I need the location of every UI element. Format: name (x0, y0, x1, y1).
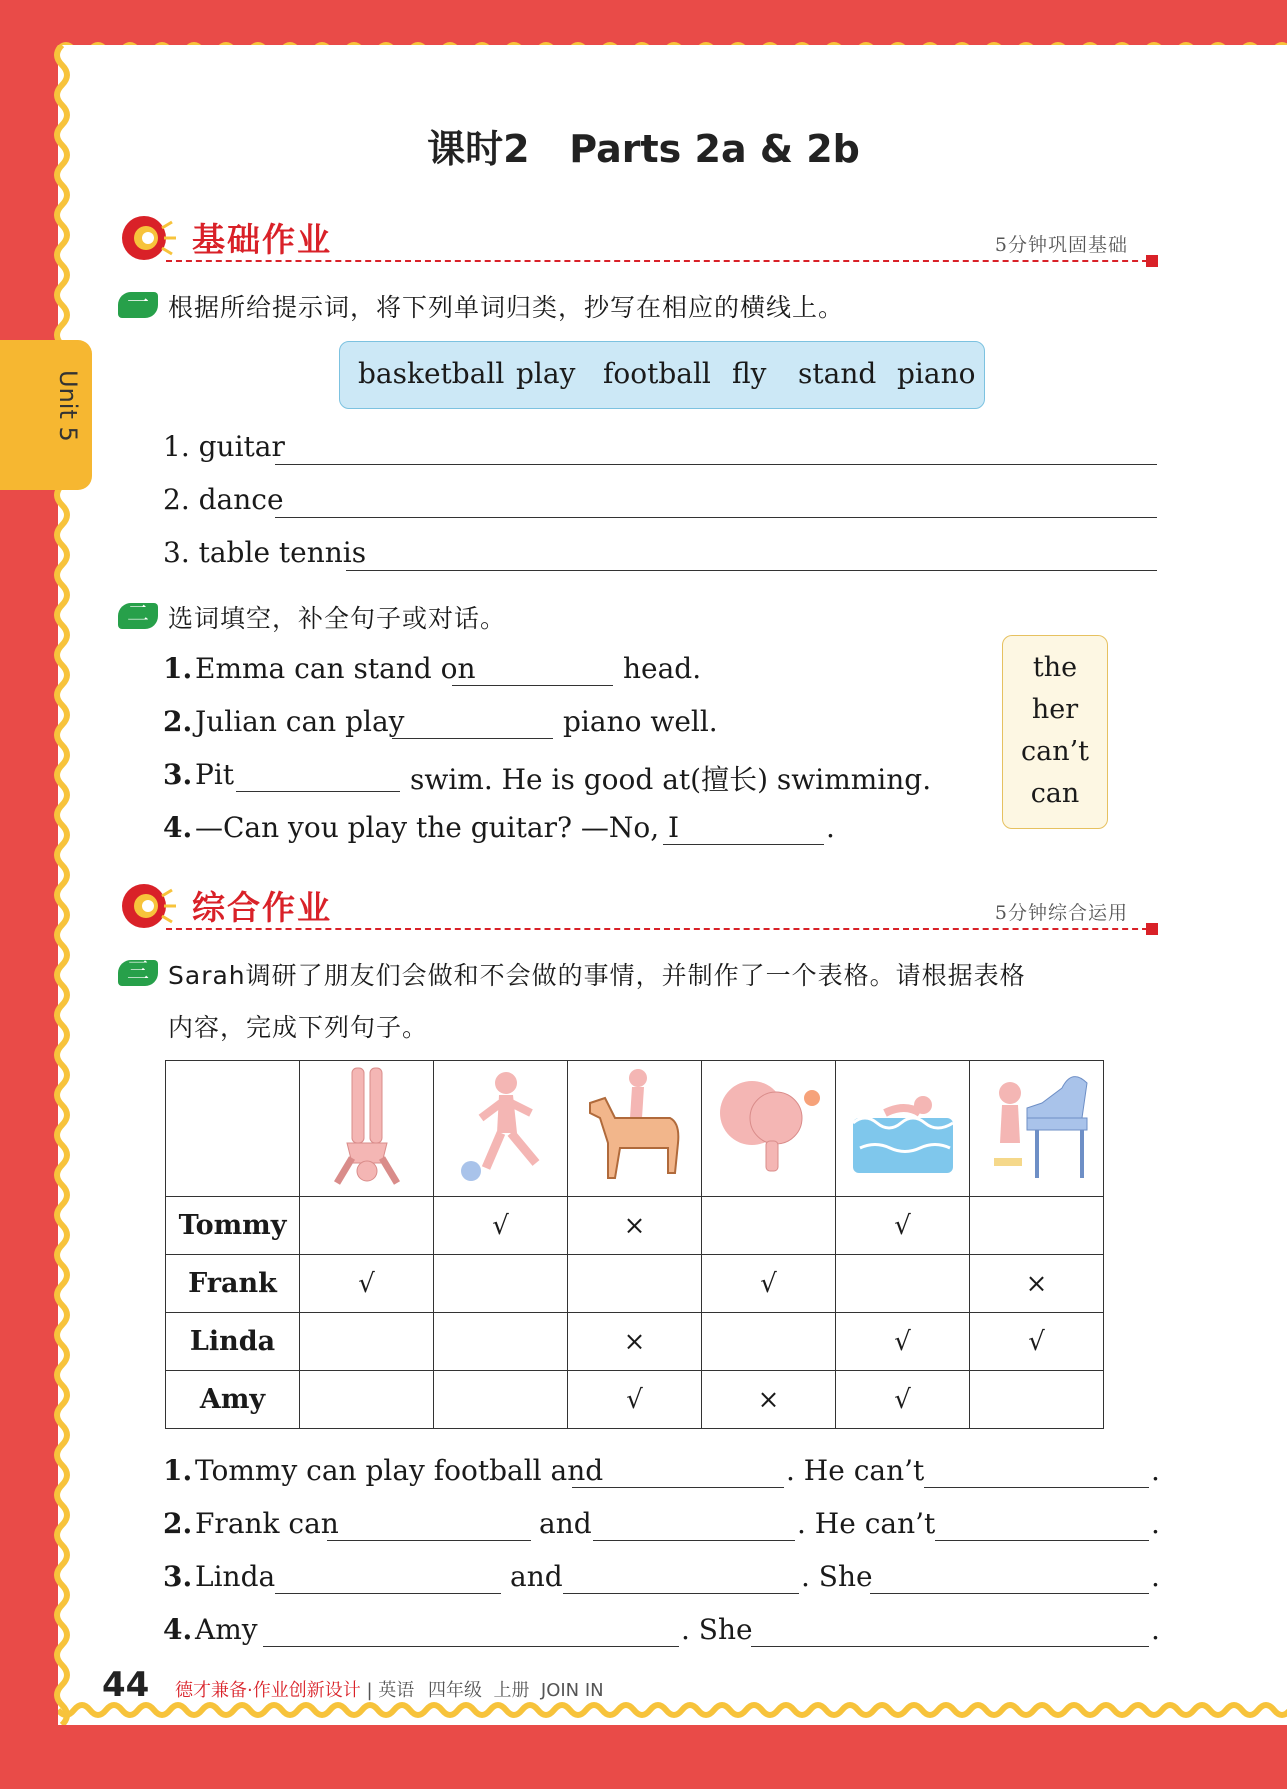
unit-tab-label: Unit 5 (54, 370, 82, 442)
sentence-text: . (826, 811, 835, 844)
mark-cell: √ (434, 1197, 568, 1255)
category-label: 1. guitar (163, 430, 285, 463)
item-number: 2. (163, 705, 193, 738)
divider-end-mark (1146, 255, 1158, 267)
answer-blank[interactable] (327, 1540, 531, 1541)
item-number: 4. (163, 811, 193, 844)
page-number: 44 (102, 1665, 150, 1705)
category-label: 2. dance (163, 483, 284, 516)
activity-cell (702, 1061, 836, 1197)
sentence-text: Pit (195, 758, 235, 791)
section-divider (166, 260, 1158, 262)
item-number: 3. (163, 758, 193, 791)
sentence-text: Emma can stand on (195, 652, 476, 685)
answer-blank[interactable] (346, 570, 1157, 571)
mark-cell (434, 1255, 568, 1313)
item-number: 2. (163, 1507, 193, 1540)
item-number: 3. (163, 1560, 193, 1593)
answer-blank[interactable] (392, 738, 553, 739)
footer-info (175, 1676, 604, 1702)
activity-cell (300, 1061, 434, 1197)
item-number: 1. (163, 652, 193, 685)
survey-table (165, 1060, 1104, 1429)
answer-blank[interactable] (935, 1540, 1149, 1541)
unit-tab (0, 340, 92, 490)
activity-cell (836, 1061, 970, 1197)
footer-grade: 四年级 上册 JOIN IN (428, 1680, 604, 1701)
question-2-badge: 二 (118, 603, 158, 629)
mark-cell (300, 1197, 434, 1255)
football-icon (451, 1063, 551, 1188)
mark-cell: √ (836, 1371, 970, 1429)
section-comprehensive-note: 5分钟综合运用 (994, 902, 1128, 924)
answer-blank[interactable] (236, 791, 400, 792)
sentence-text: . (1151, 1454, 1160, 1487)
piano-icon (982, 1063, 1092, 1188)
word-bank-word: piano (897, 357, 976, 390)
sentence-text: Linda (195, 1560, 276, 1593)
question-3-instruction-line2: 内容，完成下列句子。 (168, 1013, 429, 1042)
mark-cell (300, 1313, 434, 1371)
swimming-icon (845, 1063, 960, 1188)
section-basic-header (118, 210, 1158, 270)
divider-end-mark (1146, 923, 1158, 935)
activity-cell (434, 1061, 568, 1197)
answer-blank[interactable] (263, 1646, 679, 1647)
mark-cell (970, 1197, 1104, 1255)
answer-blank[interactable] (663, 844, 824, 845)
footer-separator: | (366, 1680, 379, 1701)
section-basic-note: 5分钟巩固基础 (994, 234, 1128, 256)
row-name: Amy (166, 1371, 300, 1429)
sentence-text: Frank can (195, 1507, 339, 1540)
option-box (1002, 635, 1108, 829)
section-comprehensive-header (118, 878, 1158, 938)
mark-cell: × (702, 1371, 836, 1429)
handstand-icon (322, 1063, 412, 1188)
sentence-text: piano well. (563, 705, 718, 738)
item-number: 4. (163, 1613, 193, 1646)
bottom-wave-border (58, 1700, 1287, 1722)
sentence-text: . She (801, 1560, 873, 1593)
question-1-badge: 一 (118, 292, 158, 318)
mark-cell: √ (836, 1197, 970, 1255)
question-1-instruction: 根据所给提示词，将下列单词归类，抄写在相应的横线上。 (168, 293, 845, 322)
mark-cell: √ (970, 1313, 1104, 1371)
sentence-text: . He can’t (786, 1454, 925, 1487)
answer-blank[interactable] (924, 1487, 1149, 1488)
sentence-text: and (539, 1507, 592, 1540)
sentence-text: . (1151, 1507, 1160, 1540)
section-divider (166, 928, 1158, 930)
word-bank-word: play (516, 357, 576, 390)
option-word: can (1030, 778, 1080, 809)
sentence-text: . She (681, 1613, 753, 1646)
question-2-instruction: 选词填空，补全句子或对话。 (168, 604, 507, 633)
mark-cell: √ (300, 1255, 434, 1313)
answer-blank[interactable] (572, 1487, 784, 1488)
table-row (166, 1371, 1104, 1429)
mark-cell: × (970, 1255, 1104, 1313)
table-row (166, 1255, 1104, 1313)
footer-subject: 英语 (378, 1680, 415, 1701)
sentence-text: . (1151, 1560, 1160, 1593)
sentence-text: Tommy can play football and (195, 1454, 604, 1487)
answer-blank[interactable] (870, 1593, 1149, 1594)
option-word: can’t (1020, 736, 1090, 767)
answer-blank[interactable] (593, 1540, 795, 1541)
mark-cell (836, 1255, 970, 1313)
footer-book-title: 德才兼备·作业创新设计 (175, 1680, 361, 1701)
mark-cell (300, 1371, 434, 1429)
word-bank-word: football (603, 357, 711, 390)
question-3-instruction-line1: Sarah调研了朋友们会做和不会做的事情，并制作了一个表格。请根据表格 (168, 961, 1026, 990)
row-name: Tommy (166, 1197, 300, 1255)
table-row (166, 1197, 1104, 1255)
sentence-text: head. (623, 652, 702, 685)
answer-blank[interactable] (275, 1593, 501, 1594)
mark-cell: √ (702, 1255, 836, 1313)
item-number: 1. (163, 1454, 193, 1487)
sentence-text: . He can’t (797, 1507, 936, 1540)
option-word: her (1031, 694, 1079, 725)
sentence-text: Julian can play (195, 705, 405, 738)
mark-cell: √ (568, 1371, 702, 1429)
sentence-text: Amy (195, 1613, 258, 1646)
mark-cell: × (568, 1313, 702, 1371)
mark-cell (702, 1313, 836, 1371)
category-label: 3. table tennis (163, 536, 367, 569)
word-bank (339, 341, 985, 409)
activity-cell (970, 1061, 1104, 1197)
row-name: Linda (166, 1313, 300, 1371)
answer-blank[interactable] (452, 685, 613, 686)
mark-cell (702, 1197, 836, 1255)
section-basic-title: 基础作业 (192, 220, 332, 259)
answer-blank[interactable] (275, 517, 1157, 518)
mark-cell (568, 1255, 702, 1313)
activity-cell (568, 1061, 702, 1197)
mark-cell: √ (836, 1313, 970, 1371)
word-bank-word: stand (798, 357, 877, 390)
answer-blank[interactable] (275, 464, 1157, 465)
row-name: Frank (166, 1255, 300, 1313)
table-corner-cell (166, 1061, 300, 1197)
table-row (166, 1313, 1104, 1371)
mark-cell: × (568, 1197, 702, 1255)
sentence-text: swim. He is good at(擅长) swimming. (410, 763, 932, 796)
option-word: the (1032, 652, 1078, 683)
left-wave-border (50, 45, 72, 1725)
sentence-text: . (1151, 1613, 1160, 1646)
answer-blank[interactable] (563, 1593, 799, 1594)
mark-cell (970, 1371, 1104, 1429)
trumpet-icon (118, 210, 178, 266)
question-3-badge: 三 (118, 960, 158, 986)
answer-blank[interactable] (751, 1646, 1149, 1647)
mark-cell (434, 1313, 568, 1371)
mark-cell (434, 1371, 568, 1429)
table-tennis-icon (714, 1063, 824, 1188)
section-comprehensive-title: 综合作业 (192, 888, 332, 927)
trumpet-icon (118, 878, 178, 934)
sentence-text: —Can you play the guitar? —No, I (195, 811, 680, 844)
horse-riding-icon (580, 1063, 690, 1188)
page-title: 课时2 Parts 2a & 2b (427, 127, 860, 171)
sentence-text: and (510, 1560, 563, 1593)
word-bank-word: fly (732, 357, 767, 390)
word-bank-word: basketball (358, 357, 505, 390)
